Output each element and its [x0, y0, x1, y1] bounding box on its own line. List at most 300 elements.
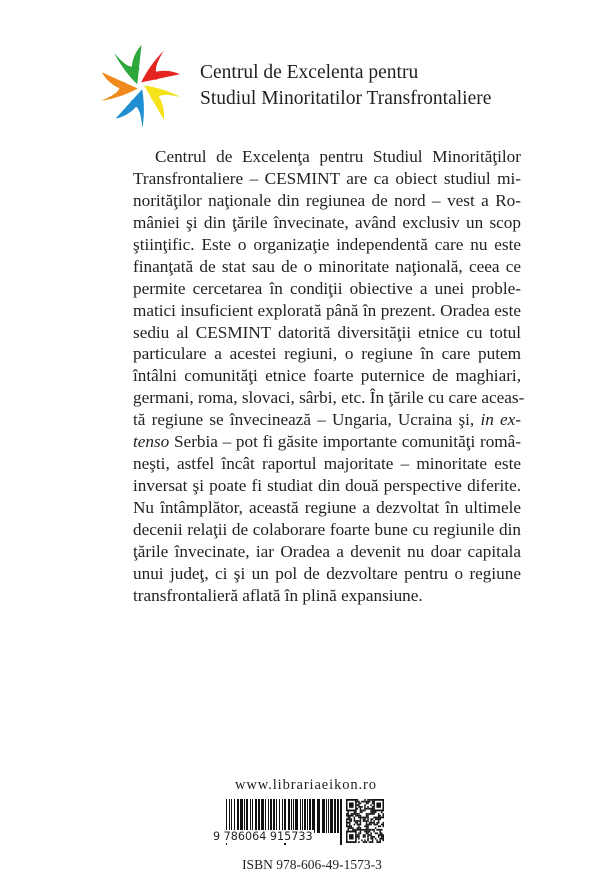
qr-module: [367, 831, 369, 833]
barcode-bar: [273, 799, 275, 833]
text-line: transfrontalieră aflată în plină expansiune.: [133, 585, 423, 605]
barcode-bar: [270, 799, 272, 833]
qr-module: [369, 813, 371, 815]
qr-module: [358, 834, 360, 836]
isbn: ISBN 978-606-49-1573-3: [242, 857, 382, 872]
qr-module: [375, 824, 377, 826]
qr-module: [357, 799, 359, 801]
qr-module: [349, 822, 351, 824]
qr-module: [370, 822, 372, 824]
qr-module: [373, 836, 375, 838]
qr-module: [357, 834, 359, 836]
qr-module: [364, 839, 366, 841]
qr-module: [358, 813, 360, 815]
barcode-bar: [252, 799, 253, 833]
qr-module: [381, 836, 383, 838]
qr-module: [364, 836, 366, 838]
qr-module: [349, 827, 351, 829]
qr-module: [360, 815, 362, 817]
qr-module: [373, 824, 375, 826]
qr-module: [355, 829, 357, 831]
qr-module: [373, 831, 375, 833]
qr-module: [375, 817, 377, 819]
qr-module: [354, 817, 356, 819]
qr-module: [349, 803, 354, 808]
qr-module: [364, 799, 366, 801]
qr-module: [346, 824, 348, 826]
text-line: matici insuficient explorată până în prezent. Oradea este: [133, 300, 521, 320]
qr-module: [376, 839, 378, 841]
barcode-bar: [302, 799, 303, 833]
barcode-bar: [255, 799, 257, 833]
qr-module: [369, 808, 371, 810]
qr-module: [364, 825, 366, 827]
qr-module: [370, 829, 372, 831]
qr-module: [378, 836, 380, 838]
barcode-bar: [240, 799, 243, 833]
qr-module: [349, 825, 351, 827]
qr-module: [351, 818, 353, 820]
qr-module: [360, 806, 362, 808]
qr-module: [355, 811, 357, 813]
qr-module: [379, 838, 381, 840]
qr-module: [370, 810, 372, 812]
qr-module: [361, 829, 363, 831]
qr-module: [372, 806, 374, 808]
qr-module: [360, 817, 362, 819]
barcode-bar: [293, 799, 294, 833]
qr-module: [358, 804, 360, 806]
qr-module: [369, 824, 371, 826]
barcode-bar: [295, 799, 298, 833]
barcode-bar: [234, 799, 235, 833]
qr-module: [363, 834, 365, 836]
qr-module: [358, 803, 360, 805]
barcode-bar: [268, 799, 269, 833]
qr-module: [361, 811, 363, 813]
qr-module: [379, 825, 381, 827]
qr-module: [378, 829, 380, 831]
qr-module: [379, 818, 381, 820]
text-line: sediu al CESMINT datorită diversităţii etnice cu totul: [133, 322, 521, 342]
qr-module: [357, 827, 359, 829]
organization-name-line1: Centrul de Excelenta pentru: [200, 62, 419, 83]
barcode-bar: [244, 799, 245, 833]
qr-module: [381, 817, 383, 819]
qr-module: [379, 834, 381, 836]
qr-module: [352, 815, 354, 817]
qr-module: [369, 799, 371, 801]
text-line: ţările învecinate, iar Oradea a devenit nu doar capitala: [133, 541, 521, 561]
qr-module: [346, 813, 348, 815]
qr-module: [360, 827, 362, 829]
qr-module: [379, 832, 381, 834]
qr-module: [348, 829, 350, 831]
qr-module: [366, 824, 368, 826]
qr-module: [366, 808, 368, 810]
qr-module: [382, 836, 384, 838]
barcode-bar: [246, 799, 248, 833]
qr-module: [364, 818, 366, 820]
qr-module: [367, 838, 369, 840]
qr-module: [361, 806, 363, 808]
qr-module: [372, 811, 374, 813]
qr-module: [378, 818, 380, 820]
qr-module: [382, 822, 384, 824]
qr-module: [346, 815, 348, 817]
qr-module: [346, 820, 348, 822]
text-line: Transfrontaliere – CESMINT are ca obiect studiul mi-: [133, 168, 521, 188]
qr-module: [372, 829, 374, 831]
qr-module: [372, 822, 374, 824]
website-link[interactable]: www.librariaeikon.ro: [235, 777, 377, 793]
qr-module: [354, 820, 356, 822]
qr-module: [357, 808, 359, 810]
barcode-bar: [276, 799, 277, 833]
text-line: norităţilor naţionale din regiunea de nord – vest a Ro-: [133, 190, 521, 210]
barcode-bar: [326, 799, 327, 833]
qr-module: [357, 815, 359, 817]
qr-module: [358, 827, 360, 829]
qr-module: [358, 825, 360, 827]
text-line: unui judeţ, ci şi un pol de dezvoltare pentru o regiune: [133, 563, 521, 583]
text-line: [133, 409, 521, 431]
italic-text: in ex-: [480, 410, 521, 430]
barcode-bar: [261, 799, 264, 833]
qr-module: [360, 811, 362, 813]
qr-module: [361, 839, 363, 841]
qr-module: [352, 829, 354, 831]
text-line: ştiinţific. Este o organizaţie independentă care nu este: [133, 234, 521, 254]
qr-module: [364, 806, 366, 808]
barcode-bar: [334, 799, 336, 833]
barcode-bar: [279, 799, 280, 833]
qr-module: [367, 817, 369, 819]
qr-module: [349, 815, 351, 817]
text-line: germani, roma, slovaci, sârbi, etc. În ţările cu care aceas-: [133, 388, 525, 408]
qr-module: [357, 820, 359, 822]
qr-module: [360, 832, 362, 834]
qr-module: [348, 818, 350, 820]
qr-module: [369, 829, 371, 831]
qr-module: [370, 836, 372, 838]
qr-module: [372, 808, 374, 810]
qr-module: [381, 829, 383, 831]
qr-module: [366, 832, 368, 834]
qr-module: [349, 824, 351, 826]
qr-module: [358, 829, 360, 831]
qr-module: [376, 841, 378, 843]
qr-module: [375, 818, 377, 820]
qr-module: [364, 841, 366, 843]
qr-module: [381, 834, 383, 836]
qr-module: [367, 824, 369, 826]
qr-module: [360, 810, 362, 812]
qr-module: [366, 822, 368, 824]
qr-module: [367, 799, 369, 801]
qr-module: [382, 839, 384, 841]
barcode-bar: [337, 799, 339, 833]
qr-module: [376, 832, 378, 834]
qr-module: [358, 801, 360, 803]
qr-module: [379, 831, 381, 833]
qr-module: [370, 804, 372, 806]
logo-figure-icon: [141, 48, 183, 89]
qr-module: [360, 808, 362, 810]
qr-module: [370, 808, 372, 810]
qr-module: [348, 813, 350, 815]
barcode-bar: [307, 799, 308, 833]
qr-module: [382, 813, 384, 815]
qr-module: [373, 829, 375, 831]
qr-module: [378, 813, 380, 815]
organization-name-line2: Studiul Minoritatilor Transfrontaliere: [200, 88, 492, 109]
qr-module: [373, 822, 375, 824]
qr-module: [372, 813, 374, 815]
qr-module: [354, 829, 356, 831]
qr-module: [358, 841, 360, 843]
qr-module: [382, 825, 384, 827]
qr-module: [351, 820, 353, 822]
qr-module: [360, 829, 362, 831]
qr-module: [364, 831, 366, 833]
qr-module: [373, 813, 375, 815]
qr-module: [370, 818, 372, 820]
qr-module: [351, 815, 353, 817]
qr-module: [361, 810, 363, 812]
qr-module: [367, 834, 369, 836]
qr-module: [375, 838, 377, 840]
barcode-bar: [300, 799, 301, 833]
qr-module: [366, 831, 368, 833]
qr-module: [370, 834, 372, 836]
qr-module: [382, 834, 384, 836]
qr-module: [367, 839, 369, 841]
qr-module: [358, 806, 360, 808]
qr-module: [351, 825, 353, 827]
qr-module: [360, 831, 362, 833]
text-segment: tă regiune se învecinează – Ungaria, Ucraina şi,: [133, 410, 475, 430]
qr-module: [378, 825, 380, 827]
qr-module: [358, 832, 360, 834]
qr-module: [357, 822, 359, 824]
text-line: Centrul de Excelenţa pentru Studiul Minorităţilor: [155, 147, 521, 166]
qr-module: [379, 839, 381, 841]
qr-module: [372, 810, 374, 812]
qr-module: [364, 810, 366, 812]
qr-module: [372, 838, 374, 840]
qr-module: [355, 813, 357, 815]
text-line: mâniei şi din ţările învecinate, având exclusiv un scop: [133, 212, 521, 232]
qr-module: [363, 801, 365, 803]
qr-module: [354, 811, 356, 813]
qr-module: [357, 829, 359, 831]
barcode-bar: [317, 799, 320, 833]
qr-module: [358, 820, 360, 822]
barcode-bar: [282, 799, 283, 833]
qr-module: [366, 801, 368, 803]
qr-module: [376, 818, 378, 820]
qr-module: [348, 815, 350, 817]
barcode-bar: [291, 799, 292, 833]
qr-module: [348, 811, 350, 813]
qr-module: [348, 822, 350, 824]
barcode-bar: [229, 799, 230, 833]
qr-module: [378, 841, 380, 843]
qr-code: [346, 799, 384, 843]
text-line: particulare a acestei regiuni, o regiune în care putem: [133, 344, 521, 364]
qr-module: [369, 822, 371, 824]
italic-text: tenso: [133, 432, 170, 452]
qr-module: [370, 811, 372, 813]
qr-module: [363, 818, 365, 820]
qr-module: [367, 832, 369, 834]
qr-module: [348, 827, 350, 829]
barcode-bar: [312, 799, 315, 833]
barcode-bar: [237, 799, 239, 833]
barcode-bar: [231, 799, 232, 833]
qr-module: [372, 841, 374, 843]
qr-module: [367, 815, 369, 817]
qr-module: [373, 811, 375, 813]
qr-module: [381, 824, 383, 826]
qr-module: [367, 836, 369, 838]
qr-module: [375, 827, 377, 829]
qr-module: [373, 817, 375, 819]
qr-module: [357, 804, 359, 806]
description-text: [133, 146, 525, 607]
qr-module: [367, 820, 369, 822]
qr-module: [370, 824, 372, 826]
qr-module: [379, 829, 381, 831]
qr-module: [367, 829, 369, 831]
qr-module: [382, 824, 384, 826]
qr-module: [360, 822, 362, 824]
qr-module: [367, 818, 369, 820]
qr-module: [352, 827, 354, 829]
qr-module: [363, 841, 365, 843]
cesmint-logo: [93, 40, 188, 132]
qr-module: [354, 824, 356, 826]
qr-module: [366, 841, 368, 843]
qr-module: [346, 822, 348, 824]
qr-module: [367, 803, 369, 805]
qr-module: [366, 827, 368, 829]
qr-module: [357, 836, 359, 838]
qr-module: [348, 817, 350, 819]
qr-module: [349, 817, 351, 819]
qr-module: [366, 825, 368, 827]
barcode-bar: [322, 799, 325, 833]
qr-module: [361, 801, 363, 803]
qr-module: [378, 815, 380, 817]
barcode-digits: [212, 830, 314, 843]
qr-module: [354, 813, 356, 815]
qr-module: [358, 815, 360, 817]
qr-module: [363, 810, 365, 812]
text-line: [133, 431, 521, 453]
qr-module: [364, 801, 366, 803]
qr-module: [349, 818, 351, 820]
qr-module: [351, 813, 353, 815]
qr-module: [378, 834, 380, 836]
qr-module: [366, 813, 368, 815]
qr-module: [367, 827, 369, 829]
text-line: inversat şi poate fi studiat din două perspective diferite.: [133, 476, 521, 496]
qr-module: [366, 829, 368, 831]
qr-module: [363, 836, 365, 838]
qr-module: [370, 832, 372, 834]
qr-module: [372, 799, 374, 801]
barcode-bar: [309, 799, 311, 833]
barcode-bar: [288, 799, 290, 833]
text-line: permite cercetarea în condiţii obiective a unei proble-: [133, 278, 521, 298]
qr-module: [360, 820, 362, 822]
qr-module: [346, 825, 348, 827]
barcode-bar: [258, 799, 260, 833]
qr-module: [372, 801, 374, 803]
qr-module: [364, 834, 366, 836]
qr-module: [382, 815, 384, 817]
qr-module: [348, 825, 350, 827]
qr-module: [370, 799, 372, 801]
qr-module: [381, 838, 383, 840]
qr-module: [369, 834, 371, 836]
qr-module: [372, 818, 374, 820]
qr-module: [358, 824, 360, 826]
qr-module: [369, 831, 371, 833]
qr-module: [381, 811, 383, 813]
qr-module: [366, 820, 368, 822]
qr-module: [382, 817, 384, 819]
qr-module: [349, 820, 351, 822]
qr-module: [352, 813, 354, 815]
qr-module: [381, 832, 383, 834]
barcode-bar: [330, 799, 333, 833]
qr-module: [360, 818, 362, 820]
qr-module: [349, 834, 354, 839]
qr-module: [366, 817, 368, 819]
text-line: întâlni comunităţi etnice foarte puternice de maghiari,: [133, 366, 521, 386]
qr-module: [357, 813, 359, 815]
qr-module: [358, 836, 360, 838]
qr-module: [346, 818, 348, 820]
text-line: neşti, astfel încât raportul majoritate – minoritate este: [133, 454, 521, 474]
qr-module: [366, 803, 368, 805]
qr-module: [372, 803, 374, 805]
qr-module: [370, 820, 372, 822]
qr-module: [363, 829, 365, 831]
barcode-bar: [328, 799, 329, 833]
qr-module: [370, 841, 372, 843]
qr-module: [360, 803, 362, 805]
barcode-bar: [250, 799, 251, 833]
qr-module: [355, 815, 357, 817]
qr-module: [358, 817, 360, 819]
qr-module: [378, 817, 380, 819]
text-line: Nu întâmplător, această regiune a dezvoltat în ultimele: [133, 498, 521, 517]
qr-module: [364, 820, 366, 822]
qr-module: [375, 811, 377, 813]
qr-module: [366, 815, 368, 817]
qr-module: [373, 820, 375, 822]
qr-module: [379, 817, 381, 819]
qr-module: [355, 822, 357, 824]
qr-module: [379, 841, 381, 843]
qr-module: [379, 815, 381, 817]
qr-module: [354, 818, 356, 820]
qr-module: [372, 839, 374, 841]
